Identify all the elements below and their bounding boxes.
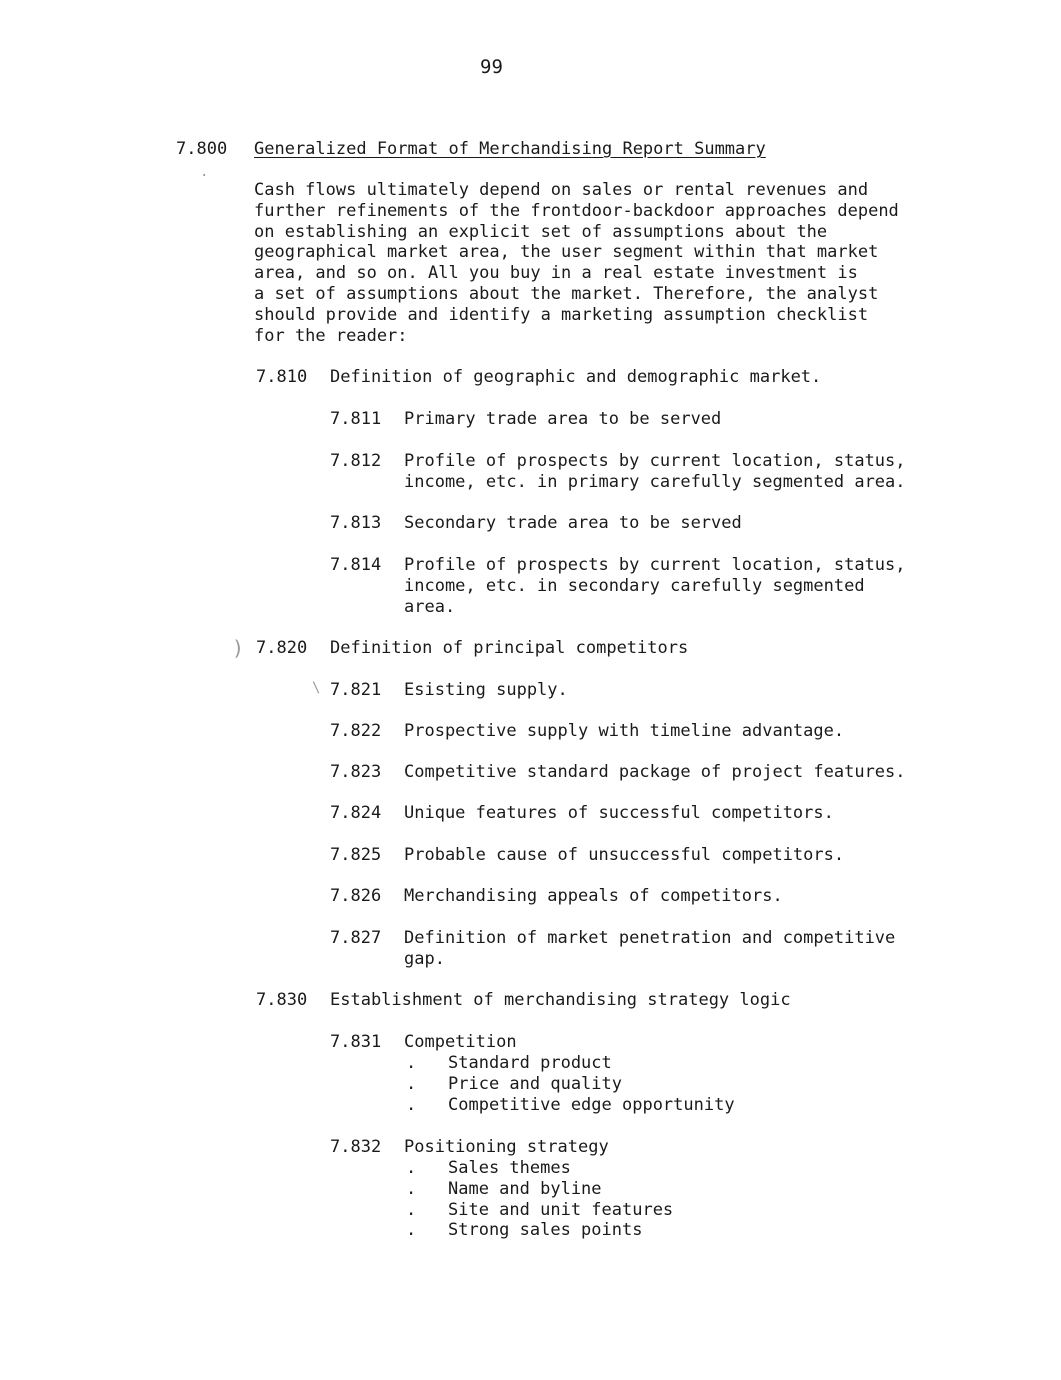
item-text (404, 555, 906, 617)
item-number: 7.813 (330, 513, 382, 533)
item-text (404, 409, 721, 430)
item-text (404, 845, 844, 866)
item-text (404, 1032, 517, 1053)
item-text (404, 451, 906, 493)
item-number: 7.812 (330, 451, 382, 471)
item-text (404, 886, 783, 907)
item-line: Primary trade area to be served (404, 409, 722, 429)
intro-line: further refinements of the frontdoor-backdoor approaches depend (254, 200, 899, 221)
bullet-dot: . (406, 1178, 417, 1199)
intro-line: for the reader: (254, 325, 408, 346)
subsection-number: 7.810 (256, 367, 308, 387)
item-line: Probable cause of unsuccessful competitors. (404, 845, 845, 865)
item-number: 7.811 (330, 409, 382, 429)
item-line: Secondary trade area to be served (404, 513, 742, 533)
bullet-dot: . (406, 1199, 417, 1220)
scan-mark: \ (312, 680, 321, 696)
section-title: Generalized Format of Merchandising Report Summary (254, 139, 766, 159)
item-number: 7.825 (330, 845, 382, 865)
scan-mark: ) (232, 636, 245, 660)
bullet-item: Competitive edge opportunity (448, 1094, 735, 1115)
item-text (404, 803, 834, 824)
item-number: 7.827 (330, 928, 382, 948)
item-line: income, etc. in primary carefully segmented area. (404, 471, 906, 492)
intro-line: should provide and identify a marketing assumption checklist (254, 304, 869, 325)
item-line: area. (404, 596, 456, 617)
bullet-item: Sales themes (448, 1158, 571, 1178)
item-line: Definition of market penetration and competitive (404, 928, 896, 948)
bullet-dot: . (406, 1158, 417, 1178)
intro-line: area, and so on. All you buy in a real estate investment is (254, 263, 858, 284)
item-text (404, 1137, 609, 1158)
bullet-glyphs (406, 1158, 416, 1241)
page-number: 99 (480, 56, 503, 78)
bullet-item: Name and byline (448, 1178, 602, 1199)
item-line: income, etc. in secondary carefully segmented (404, 575, 865, 596)
item-text (404, 513, 742, 534)
item-number: 7.831 (330, 1032, 382, 1052)
bullet-glyphs (406, 1053, 416, 1115)
subsection-title: Establishment of merchandising strategy logic (330, 990, 791, 1010)
item-number: 7.823 (330, 762, 382, 782)
item-number: 7.826 (330, 886, 382, 906)
bullet-item: Price and quality (448, 1073, 622, 1094)
bullet-item: Site and unit features (448, 1199, 674, 1220)
item-line: gap. (404, 948, 445, 969)
item-line: Unique features of successful competitors. (404, 803, 834, 823)
intro-paragraph (254, 180, 899, 346)
item-heading: Competition (404, 1032, 517, 1052)
bullet-dot: . (406, 1094, 417, 1115)
subsection-title: Definition of principal competitors (330, 638, 689, 658)
bullet-list (448, 1158, 673, 1241)
item-number: 7.822 (330, 721, 382, 741)
item-number: 7.824 (330, 803, 382, 823)
intro-line: Cash flows ultimately depend on sales or rental revenues and (254, 180, 869, 200)
item-line: Merchandising appeals of competitors. (404, 886, 783, 906)
item-text (404, 928, 895, 970)
subsection-number: 7.820 (256, 638, 308, 658)
bullet-list (448, 1053, 735, 1115)
item-number: 7.821 (330, 680, 382, 700)
section-number: 7.800 (176, 139, 228, 159)
item-line: Prospective supply with timeline advantage. (404, 721, 845, 741)
item-text (404, 721, 844, 742)
subsection-title: Definition of geographic and demographic market. (330, 367, 822, 387)
bullet-dot: . (406, 1073, 417, 1094)
intro-line: on establishing an explicit set of assumptions about the (254, 221, 828, 242)
item-line: Profile of prospects by current location, status, (404, 451, 906, 471)
intro-line: a set of assumptions about the market. Therefore, the analyst (254, 283, 879, 304)
item-heading: Positioning strategy (404, 1137, 609, 1157)
item-text (404, 762, 906, 783)
bullet-dot: . (406, 1220, 417, 1241)
bullet-dot: . (406, 1053, 417, 1073)
bullet-item: Strong sales points (448, 1220, 643, 1241)
item-line: Competitive standard package of project features. (404, 762, 906, 782)
item-line: Esisting supply. (404, 680, 568, 700)
scan-mark: · (200, 168, 209, 184)
item-line: Profile of prospects by current location, status, (404, 555, 906, 575)
item-number: 7.814 (330, 555, 382, 575)
intro-line: geographical market area, the user segment within that market (254, 242, 879, 263)
subsection-number: 7.830 (256, 990, 308, 1010)
bullet-item: Standard product (448, 1053, 612, 1073)
item-number: 7.832 (330, 1137, 382, 1157)
item-text (404, 680, 568, 701)
